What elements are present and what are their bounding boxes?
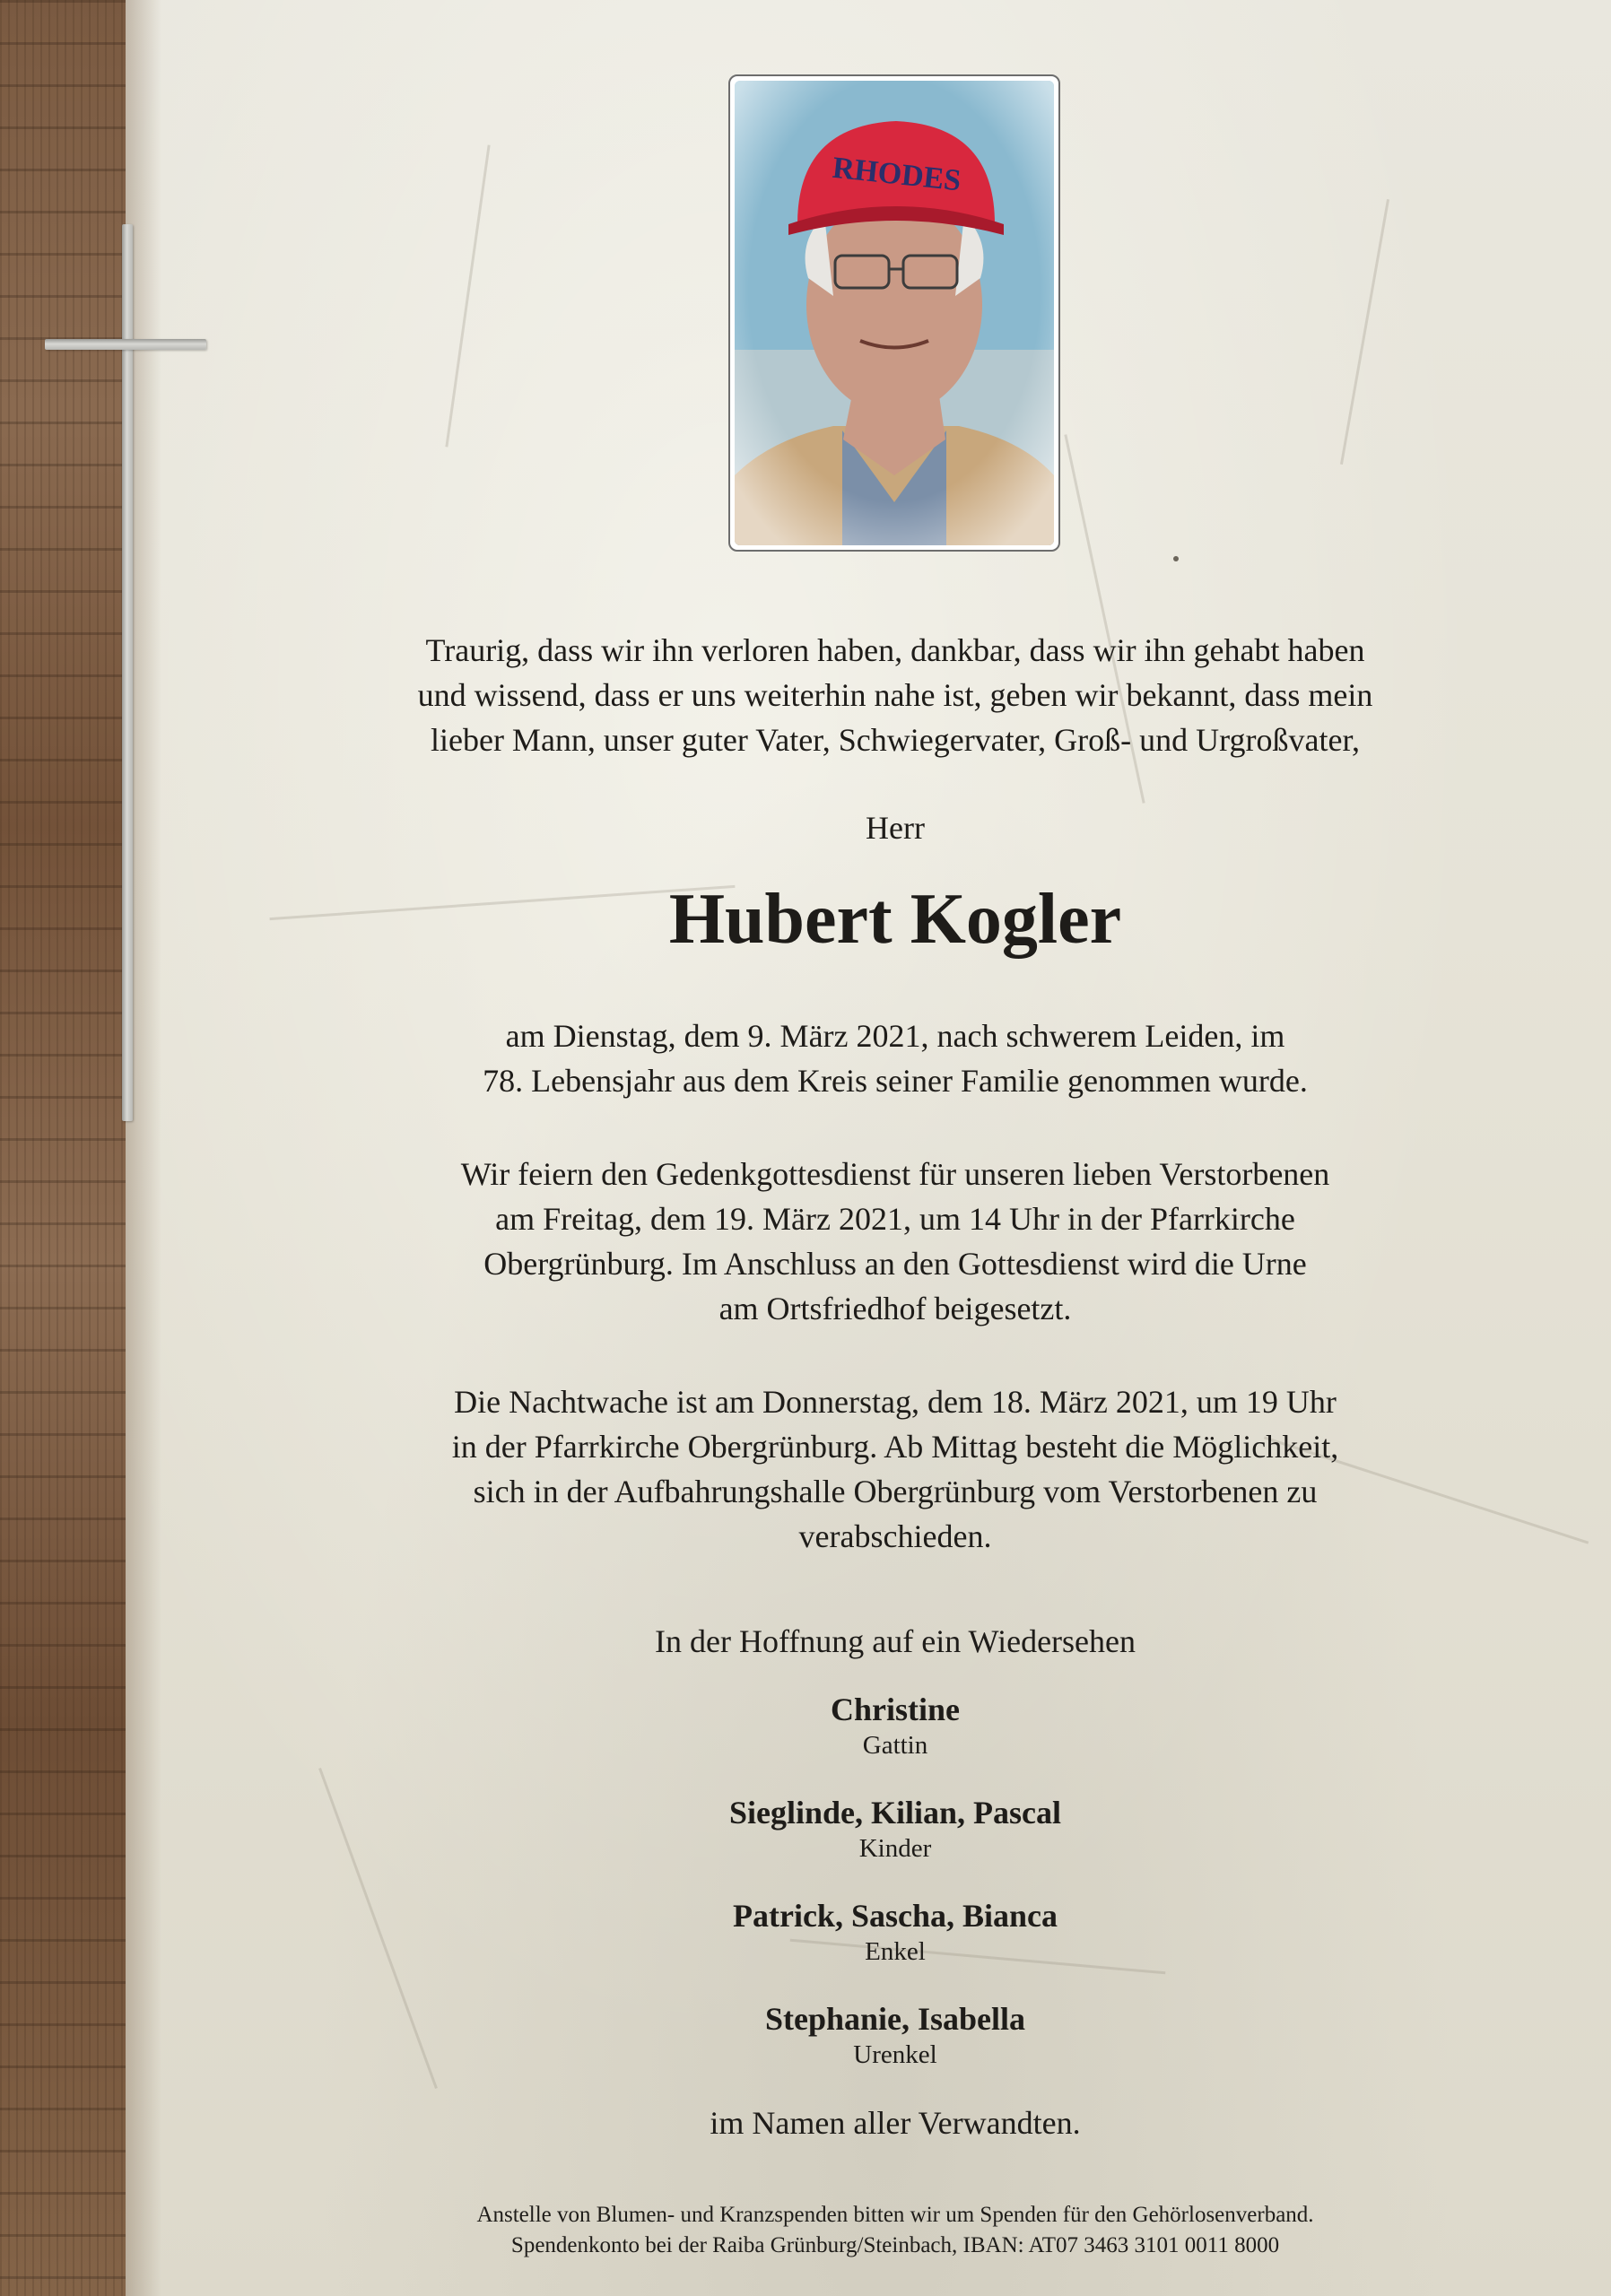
family-role: Enkel bbox=[865, 1937, 926, 1966]
family-names: Christine bbox=[831, 1692, 960, 1727]
family-names: Stephanie, Isabella bbox=[764, 2001, 1026, 2037]
family-role: Kinder bbox=[858, 1834, 932, 1863]
bank-account-note: Spendenkonto bei der Raiba Grünburg/Steinbach, IBAN: AT07 3463 3101 0011 8000 bbox=[510, 2233, 1280, 2257]
cross-icon bbox=[122, 224, 133, 1121]
family-role: Gattin bbox=[862, 1731, 928, 1760]
family-names: Sieglinde, Kilian, Pascal bbox=[728, 1795, 1062, 1831]
death-notice-text: am Dienstag, dem 9. März 2021, nach schwerem Leiden, im 78. Lebensjahr aus dem Kreis seiner Familie genommen wurde. bbox=[483, 1018, 1308, 1099]
wood-crack bbox=[445, 144, 490, 447]
vigil-text: Die Nachtwache ist am Donnerstag, dem 18. März 2021, um 19 Uhr in der Pfarrkirche Obergrünburg. Ab Mittag besteht die Möglichkeit, sich in der Aufbahrungshalle Obergrünburg vom Verstorbenen zu verabschieden. bbox=[451, 1384, 1339, 1554]
closing-text: im Namen aller Verwandten. bbox=[710, 2105, 1081, 2141]
cross-icon-bar bbox=[45, 339, 206, 350]
family-role: Urenkel bbox=[853, 2040, 937, 2069]
memorial-service-text: Wir feiern den Gedenkgottesdienst für unseren lieben Verstorbenen am Freitag, dem 19. März 2021, um 14 Uhr in der Pfarrkirche Obergrünburg. Im Anschluss an den Gottesdienst wird die Urne am Ortsfriedhof beigesetzt. bbox=[460, 1156, 1330, 1326]
family-names: Patrick, Sascha, Bianca bbox=[732, 1898, 1058, 1934]
salutation: Herr bbox=[866, 810, 925, 846]
wood-crack bbox=[1340, 199, 1389, 465]
intro-text: Traurig, dass wir ihn verloren haben, dankbar, dass wir ihn gehabt haben und wissend, dass er uns weiterhin nahe ist, geben wir bekannt, dass mein lieber Mann, unser guter Vater, Schwiegervater, Groß- und Urgroßvater, bbox=[417, 632, 1373, 758]
hope-text: In der Hoffnung auf ein Wiedersehen bbox=[654, 1623, 1136, 1659]
portrait-image bbox=[735, 81, 1054, 545]
donation-note: Anstelle von Blumen- und Kranzspenden bitten wir um Spenden für den Gehörlosenverband. bbox=[476, 2203, 1314, 2227]
portrait-photo bbox=[728, 74, 1060, 552]
deceased-name: Hubert Kogler bbox=[668, 880, 1122, 959]
paper-speck bbox=[1173, 556, 1179, 561]
